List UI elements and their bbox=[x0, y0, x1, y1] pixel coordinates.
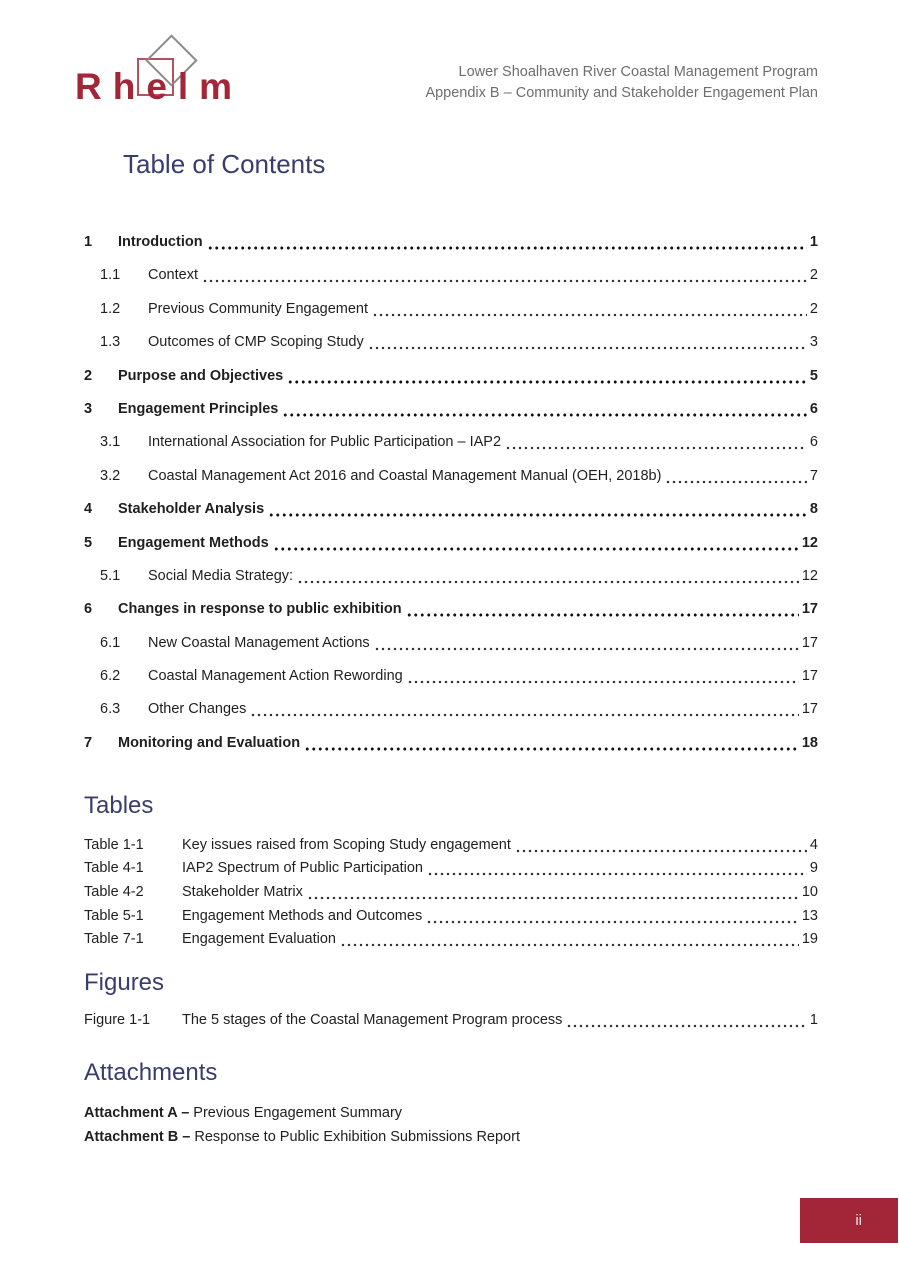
toc-entry-title: Engagement Principles bbox=[118, 400, 279, 417]
toc-entry[interactable] bbox=[84, 400, 818, 419]
toc-entry[interactable] bbox=[84, 534, 818, 553]
dot-leader bbox=[202, 279, 807, 283]
table-entry-label: Table 5-1 bbox=[84, 907, 144, 924]
logo-wordmark: Rhelm bbox=[75, 66, 244, 107]
table-entry-label: Table 1-1 bbox=[84, 836, 144, 853]
figure-entry-label: Figure 1-1 bbox=[84, 1012, 151, 1029]
toc-entry-number: 1.2 bbox=[100, 300, 121, 317]
dot-leader bbox=[340, 943, 799, 947]
dot-leader bbox=[207, 246, 807, 250]
table-entry-title: Engagement Methods and Outcomes bbox=[182, 907, 423, 924]
dot-leader bbox=[406, 613, 799, 617]
toc-entry-number: 1.3 bbox=[100, 334, 121, 351]
toc-entry[interactable] bbox=[84, 700, 818, 719]
table-entry-title: Stakeholder Matrix bbox=[182, 884, 303, 901]
toc-entry[interactable] bbox=[84, 634, 818, 653]
table-entry[interactable] bbox=[84, 859, 818, 878]
attachment-entry bbox=[84, 1125, 818, 1149]
table-entry-page: 19 bbox=[801, 931, 818, 948]
toc-entry[interactable] bbox=[84, 500, 818, 519]
toc-entry-title: International Association for Public Participation – IAP2 bbox=[148, 434, 502, 451]
attachment-entry-label: Attachment A – bbox=[84, 1105, 190, 1122]
toc-entry-title: Outcomes of CMP Scoping Study bbox=[148, 334, 364, 351]
dot-leader bbox=[566, 1024, 807, 1028]
toc-entry-title: Coastal Management Action Rewording bbox=[148, 668, 403, 685]
dot-leader bbox=[273, 547, 799, 551]
table-entry[interactable] bbox=[84, 883, 818, 902]
toc-entry-number: 6.2 bbox=[100, 668, 121, 685]
toc-entry-page: 8 bbox=[809, 501, 818, 518]
toc-entry-number: 2 bbox=[84, 367, 93, 384]
table-entry-page: 4 bbox=[809, 836, 818, 853]
toc-entry[interactable] bbox=[84, 367, 818, 386]
tables-list bbox=[84, 836, 818, 949]
dot-leader bbox=[250, 713, 799, 717]
table-entry-page: 9 bbox=[809, 860, 818, 877]
attachments-heading: Attachments bbox=[84, 1059, 218, 1087]
dot-leader bbox=[427, 872, 807, 876]
toc-entry[interactable] bbox=[84, 233, 818, 252]
figure-entry-title: The 5 stages of the Coastal Management Program process bbox=[182, 1012, 563, 1029]
toc-entry-number: 1 bbox=[84, 234, 93, 250]
toc-entry-page: 18 bbox=[801, 734, 818, 751]
dot-leader bbox=[287, 380, 807, 384]
toc-entry-title: Introduction bbox=[118, 234, 203, 250]
toc-entry-page: 17 bbox=[801, 701, 818, 718]
table-entry-label: Table 4-2 bbox=[84, 884, 144, 901]
toc-entry-number: 1.1 bbox=[100, 267, 121, 284]
toc-entry-page: 5 bbox=[809, 367, 818, 384]
toc-entry-page: 12 bbox=[801, 567, 818, 584]
table-entry[interactable] bbox=[84, 930, 818, 949]
dot-leader bbox=[297, 580, 799, 584]
figures-list bbox=[84, 1011, 818, 1030]
toc-entry-number: 6 bbox=[84, 601, 93, 618]
toc-entry-page: 2 bbox=[809, 267, 818, 284]
toc-entry[interactable] bbox=[84, 567, 818, 586]
figure-entry-page: 1 bbox=[809, 1012, 818, 1029]
attachment-entry bbox=[84, 1101, 818, 1125]
dot-leader bbox=[368, 346, 807, 350]
table-entry-title: Key issues raised from Scoping Study engagement bbox=[182, 836, 511, 853]
table-entry-title: IAP2 Spectrum of Public Participation bbox=[182, 860, 423, 877]
dot-leader bbox=[407, 680, 799, 684]
attachment-entry-label: Attachment B – bbox=[84, 1129, 191, 1146]
toc-entry-title: Engagement Methods bbox=[118, 534, 269, 551]
toc-entry-title: Social Media Strategy: bbox=[148, 567, 294, 584]
toc-entry-page: 17 bbox=[801, 601, 818, 618]
toc-heading: Table of Contents bbox=[123, 149, 326, 179]
toc-entry-title: Stakeholder Analysis bbox=[118, 501, 265, 518]
toc-entry[interactable] bbox=[84, 667, 818, 686]
dot-leader bbox=[307, 896, 799, 900]
toc-entry-page: 12 bbox=[801, 534, 818, 551]
toc-entry[interactable] bbox=[84, 266, 818, 285]
toc-entry[interactable] bbox=[84, 333, 818, 352]
toc-entry-number: 5.1 bbox=[100, 567, 121, 584]
toc-entry-page: 6 bbox=[809, 434, 818, 451]
toc-entry-title: Purpose and Objectives bbox=[118, 367, 284, 384]
dot-leader bbox=[374, 647, 799, 651]
attachments-list bbox=[84, 1101, 818, 1149]
page-number-badge bbox=[800, 1198, 898, 1243]
table-entry[interactable] bbox=[84, 907, 818, 926]
toc-entry-page: 6 bbox=[809, 400, 818, 417]
toc-entry-page: 17 bbox=[801, 668, 818, 685]
header-title-line2: Appendix B – Community and Stakeholder Engagement Plan bbox=[425, 85, 818, 101]
figures-heading: Figures bbox=[84, 969, 165, 997]
table-entry-label: Table 4-1 bbox=[84, 860, 144, 877]
attachment-entry-title: Previous Engagement Summary bbox=[193, 1105, 403, 1122]
table-entry-title: Engagement Evaluation bbox=[182, 931, 336, 948]
toc-entry-title: Coastal Management Act 2016 and Coastal Management Manual (OEH, 2018b) bbox=[148, 467, 662, 484]
dot-leader bbox=[665, 480, 806, 484]
dot-leader bbox=[268, 513, 807, 517]
page-number: ii bbox=[855, 1212, 862, 1229]
dot-leader bbox=[372, 313, 807, 317]
figure-entry[interactable] bbox=[84, 1011, 818, 1030]
toc-entry-number: 6.3 bbox=[100, 701, 121, 718]
toc-entry[interactable] bbox=[84, 600, 818, 619]
table-entry[interactable] bbox=[84, 836, 818, 855]
table-entry-label: Table 7-1 bbox=[84, 931, 144, 948]
dot-leader bbox=[505, 446, 807, 450]
toc-entry-number: 5 bbox=[84, 534, 93, 551]
toc-entry-page: 1 bbox=[809, 234, 818, 250]
toc-list bbox=[84, 233, 818, 753]
toc-entry-title: New Coastal Management Actions bbox=[148, 634, 370, 651]
toc-entry-title: Other Changes bbox=[148, 701, 247, 718]
toc-entry-number: 3 bbox=[84, 400, 93, 417]
dot-leader bbox=[304, 747, 799, 751]
toc-entry-title: Monitoring and Evaluation bbox=[118, 734, 301, 751]
toc-entry-number: 4 bbox=[84, 501, 93, 518]
toc-entry[interactable] bbox=[84, 734, 818, 753]
toc-entry-number: 7 bbox=[84, 734, 93, 751]
table-entry-page: 13 bbox=[801, 907, 818, 924]
toc-entry-page: 3 bbox=[809, 334, 818, 351]
toc-entry-page: 7 bbox=[809, 467, 818, 484]
toc-entry-page: 17 bbox=[801, 634, 818, 651]
dot-leader bbox=[515, 849, 807, 853]
toc-entry-title: Previous Community Engagement bbox=[148, 300, 369, 317]
tables-heading: Tables bbox=[84, 791, 154, 819]
toc-entry-page: 2 bbox=[809, 300, 818, 317]
toc-entry-number: 3.2 bbox=[100, 467, 121, 484]
toc-entry-title: Changes in response to public exhibition bbox=[118, 601, 402, 618]
attachment-entry-title: Response to Public Exhibition Submissions Report bbox=[194, 1129, 520, 1146]
toc-entry[interactable] bbox=[84, 300, 818, 319]
toc-entry-title: Context bbox=[148, 267, 198, 284]
table-entry-page: 10 bbox=[801, 884, 818, 901]
dot-leader bbox=[426, 920, 799, 924]
toc-entry-number: 6.1 bbox=[100, 634, 121, 651]
toc-entry[interactable] bbox=[84, 467, 818, 486]
toc-entry-number: 3.1 bbox=[100, 434, 121, 451]
dot-leader bbox=[282, 413, 807, 417]
header-title-line1: Lower Shoalhaven River Coastal Management Program bbox=[458, 64, 818, 80]
toc-entry[interactable] bbox=[84, 433, 818, 452]
